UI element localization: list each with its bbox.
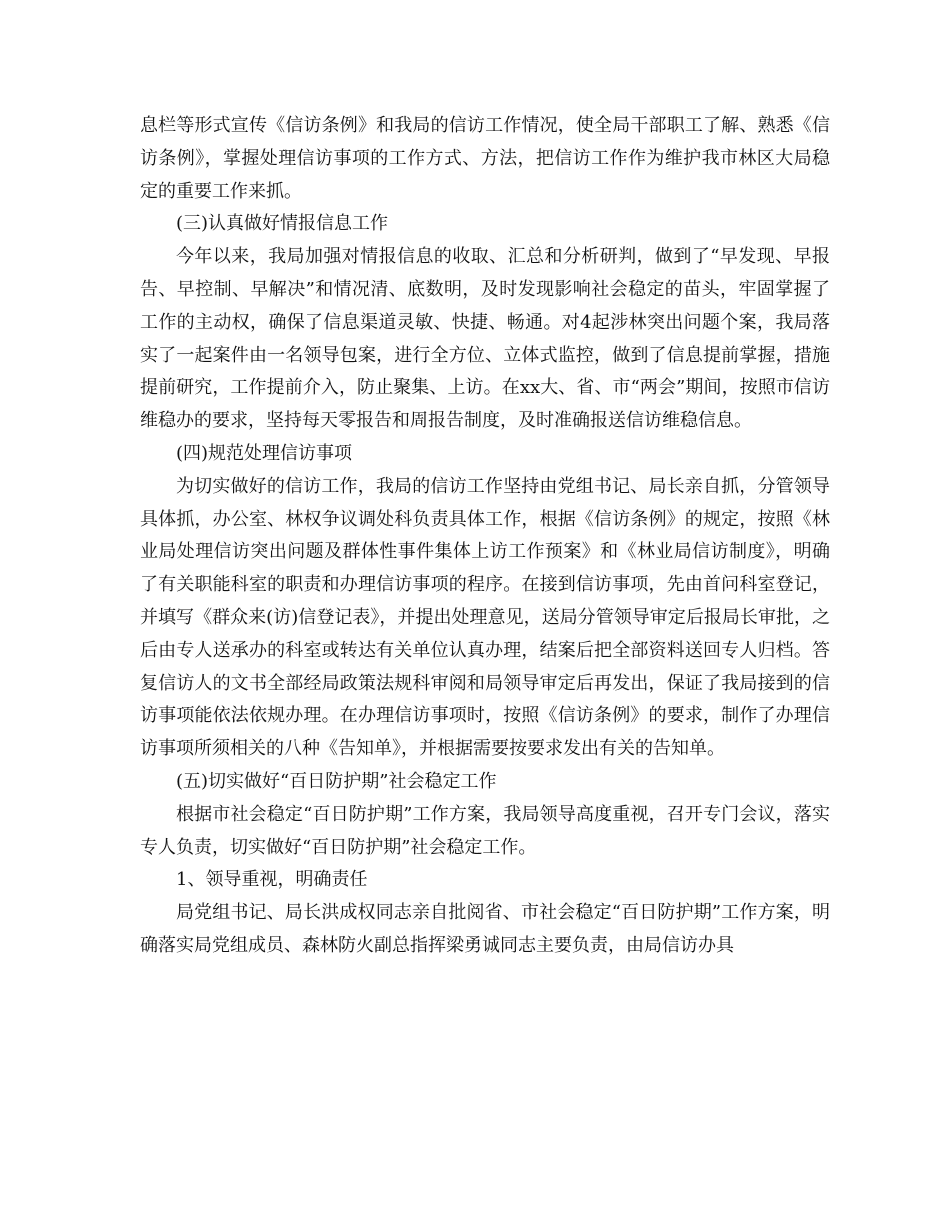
section-heading-5: (五)切实做好“百日防护期”社会稳定工作 bbox=[176, 770, 497, 792]
body-text bbox=[140, 110, 830, 963]
paragraph: 为切实做好的信访工作，我局的信访工作坚持由党组书记、局长亲自抓，分管领导具体抓，办公室、林权争议调处科负责具体工作，根据《信访条例》的规定，按照《林业局处理信访突出问题及群体性事件集体上访工作预案》和《林业局信访制度》，明确了有关职能科室的职责和办理信访事项的程序。在接到信访事项，先由首问科室登记，并填写《群众来(访)信登记表》，并提出处理意见，送局分管领导审定后报局长审批，之后由专人送承办的科室或转达有关单位认真办理，结案后把全部资料送回专人归档。答复信访人的文书全部经局政策法规科审阅和局领导审定后再发出，保证了我局接到的信访事项能依法依规办理。在办理信访事项时，按照《信访条例》的要求，制作了办理信访事项所须相关的八种《告知单》，并根据需要按要求发出有关的告知单。 bbox=[140, 475, 830, 760]
section-heading-3: (三)认真做好情报信息工作 bbox=[176, 213, 389, 235]
paragraph-continued: 息栏等形式宣传《信访条例》和我局的信访工作情况，使全局干部职工了解、熟悉《信访条例》，掌握处理信访事项的工作方式、方法，把信访工作作为维护我市林区大局稳定的重要工作来抓。 bbox=[140, 115, 830, 202]
paragraph: 根据市社会稳定“百日防护期”工作方案，我局领导高度重视，召开专门会议，落实专人负责，切实做好“百日防护期”社会稳定工作。 bbox=[140, 803, 830, 858]
subsection-heading-1: 1、领导重视，明确责任 bbox=[176, 869, 368, 891]
section-heading-4: (四)规范处理信访事项 bbox=[176, 442, 353, 464]
paragraph: 局党组书记、局长洪成权同志亲自批阅省、市社会稳定“百日防护期”工作方案，明确落实局党组成员、森林防火副总指挥梁勇诚同志主要负责，由局信访办具 bbox=[140, 902, 830, 956]
paragraph: 今年以来，我局加强对情报信息的收取、汇总和分析研判，做到了“早发现、早报告、早控制、早解决”和情况清、底数明，及时发现影响社会稳定的苗头，牢固掌握了工作的主动权，确保了信息渠道灵敏、快捷、畅通。对4起涉林突出问题个案，我局落实了一起案件由一名领导包案，进行全方位、立体式监控，做到了信息提前掌握，措施提前研究，工作提前介入，防止聚集、上访。在xx大、省、市“两会”期间，按照市信访维稳办的要求，坚持每天零报告和周报告制度，及时准确报送信访维稳信息。 bbox=[140, 246, 830, 432]
